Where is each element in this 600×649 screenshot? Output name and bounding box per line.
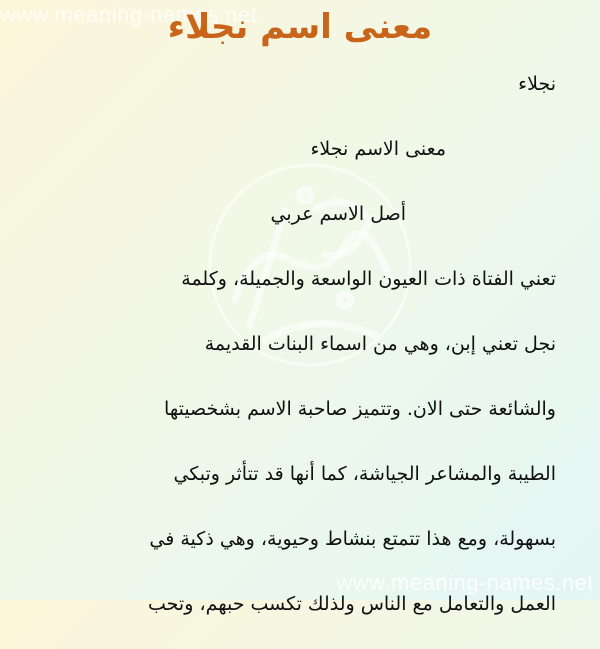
article-line: والشائعة حتى الان. وتتميز صاحبة الاسم بشخصيتها <box>164 398 556 420</box>
article-line: نجل تعني إبن، وهي من اسماء البنات القديمة <box>204 333 556 355</box>
article-line: نجلاء <box>518 73 556 95</box>
watermark-bottom: www.meaning-names.net <box>336 570 594 595</box>
article-line: تعني الفتاة ذات العيون الواسعة والجميلة، وكلمة <box>181 268 556 290</box>
page-title: معنى اسم نجلاء <box>167 7 433 47</box>
article-line: أصل الاسم عربي <box>270 203 406 225</box>
article-body <box>30 64 556 649</box>
article-line: بسهولة، ومع هذا تتمتع بنشاط وحيوية، وهي ذكية في <box>149 528 556 550</box>
article-line: معنى الاسم نجلاء <box>310 138 446 160</box>
article-line: العمل والتعامل مع الناس ولذلك تكسب حبهم، وتحب <box>148 593 556 615</box>
watermark-top: www.meaning-names.net <box>0 2 258 27</box>
article-line: الطيبة والمشاعر الجياشة، كما أنها قد تتأثر وتبكي <box>173 463 556 485</box>
